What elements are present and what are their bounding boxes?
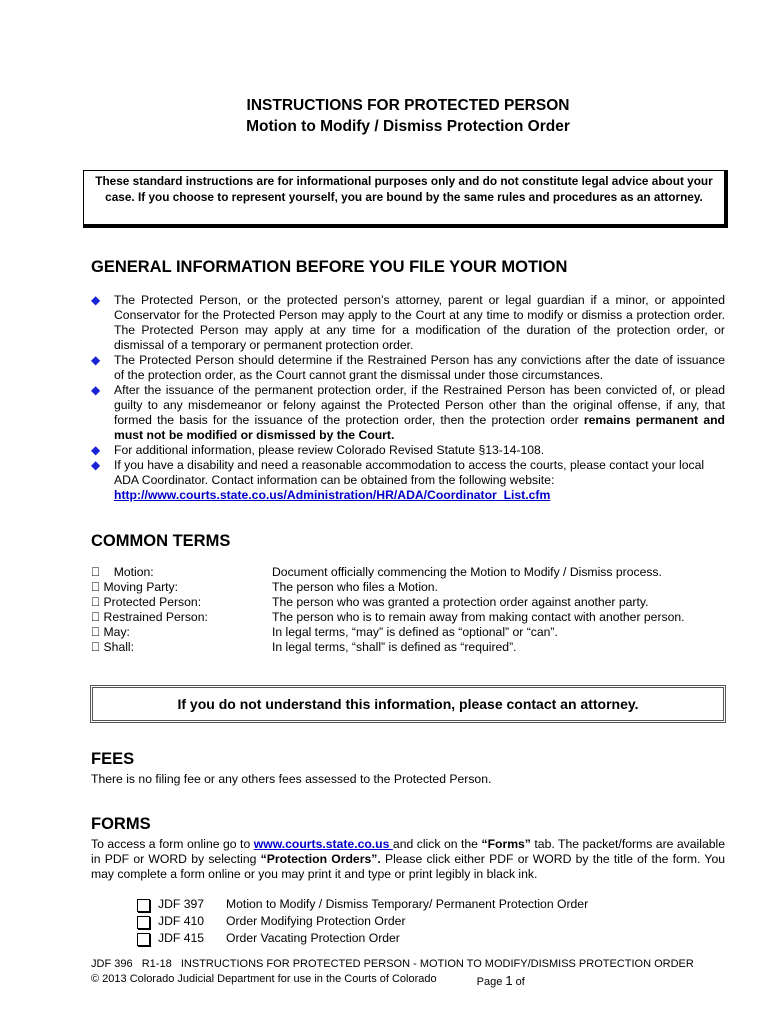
bullet-text [114, 458, 725, 503]
term-definition: The person who files a Motion. [272, 580, 438, 594]
term-name: Motion: [91, 565, 142, 579]
form-item [137, 897, 588, 914]
title-line-1: INSTRUCTIONS FOR PROTECTED PERSON [246, 97, 570, 114]
term-row [91, 625, 685, 640]
text: Please click either PDF or WORD by the title of the form. You may complete a form online or you may print it and type or print legibly in black ink. [91, 852, 725, 881]
footer [91, 958, 694, 986]
bullet-text-bold: remains permanent and must not be modified or dismissed by the Court. [114, 413, 725, 442]
protection-orders-label: “Protection Orders”. [260, 852, 381, 866]
bullet-text: For additional information, please review Colorado Revised Statute §13-14-108. [114, 443, 545, 457]
page-num: 1 [505, 973, 513, 988]
diamond-bullet-icon: ◆ [91, 383, 101, 397]
forms-text [91, 837, 725, 882]
forms-heading: FORMS [91, 815, 151, 833]
fees-text: There is no filing fee or any others fees assessed to the Protected Person. [91, 772, 492, 786]
text: To access a form online go to [91, 837, 254, 851]
bullet-text-part: After the issuance of the permanent protection order, if the Restrained Person has been convicted of, or plead guilty to any misdemeanor or felony against the Protected Person other than the original offense, if any, that formed the basis for the issuance of the protection order, then the protection order [114, 383, 725, 427]
disclaimer-box: These standard instructions are for informational purposes only and do not constitute legal advice about your case. If you choose to represent yourself, you are bound by the same rules and procedures as an attorney. [83, 170, 728, 228]
diamond-bullet-icon: ◆ [91, 443, 101, 457]
list-item [91, 443, 725, 458]
term-name: Restrained Person: [91, 610, 196, 624]
forms-list [137, 897, 588, 948]
form-item [137, 931, 588, 948]
term-row [91, 580, 685, 595]
general-list [91, 293, 725, 503]
term-definition: In legal terms, “may” is defined as “optional” or “can”. [272, 625, 558, 639]
diamond-bullet-icon: ◆ [91, 353, 101, 367]
form-code: JDF 397 [158, 897, 205, 911]
title-line-2: Motion to Modify / Dismiss Protection Order [246, 118, 570, 135]
form-item [137, 914, 588, 931]
footer-line-2 [91, 971, 694, 986]
document-title [0, 95, 770, 137]
term-label [91, 580, 272, 595]
page-number [476, 973, 525, 988]
forms-tab-label: “Forms” [481, 837, 531, 851]
courts-website-link[interactable]: www.courts.state.co.us [253, 837, 393, 851]
term-row [91, 595, 685, 610]
list-item [91, 383, 725, 443]
term-label [91, 565, 272, 580]
list-item [91, 353, 725, 383]
diamond-bullet-icon: ◆ [91, 293, 101, 307]
footer-line-1: JDF 396 R1-18 INSTRUCTIONS FOR PROTECTED PERSON - MOTION TO MODIFY/DISMISS PROTECTION ORDER [91, 958, 694, 970]
general-heading: GENERAL INFORMATION BEFORE YOU FILE YOUR MOTION [91, 258, 568, 276]
term-label [91, 610, 272, 625]
term-name: May: [91, 625, 118, 639]
bullet-text: The Protected Person should determine if the Restrained Person has any convictions after the date of issuance of the protection order, as the Court cannot grant the dismissal under those circumstances. [114, 353, 725, 382]
term-label [91, 595, 272, 610]
attorney-banner: If you do not understand this information, please contact an attorney. [90, 685, 726, 723]
fees-heading: FEES [91, 750, 135, 768]
term-definition: The person who was granted a protection order against another party. [272, 595, 649, 609]
terms-heading: COMMON TERMS [91, 532, 231, 550]
bullet-text: The Protected Person, or the protected person’s attorney, parent or legal guardian if a minor, or appointed Conservator for the Protected Person may apply to the Court at any time to modify or dismiss a protection order. The Protected Person may apply at any time for a modification of the duration of the protection order, or dismissal of a temporary or permanent protection order. [114, 293, 725, 352]
term-row [91, 565, 685, 580]
diamond-bullet-icon: ◆ [91, 458, 101, 472]
term-definition: Document officially commencing the Motion to Modify / Dismiss process. [272, 565, 662, 579]
checkbox-icon [137, 933, 150, 946]
page-of: of [512, 976, 525, 988]
bullet-text [114, 383, 725, 443]
term-definition: In legal terms, “shall” is defined as “required”. [272, 640, 517, 654]
term-name: Moving Party: [91, 580, 166, 594]
term-definition: The person who is to remain away from making contact with another person. [272, 610, 685, 624]
form-code: JDF 410 [158, 914, 205, 928]
form-name: Motion to Modify / Dismiss Temporary/ Permanent Protection Order [226, 897, 589, 911]
list-item [91, 293, 725, 353]
term-label [91, 625, 272, 640]
checkbox-icon [137, 899, 150, 912]
form-name: Order Vacating Protection Order [226, 931, 400, 945]
text: and click on the [392, 837, 482, 851]
term-name: Shall: [91, 640, 122, 654]
page-label: Page [476, 976, 506, 988]
form-code: JDF 415 [158, 931, 205, 945]
term-row [91, 610, 685, 625]
text: tab. The packet/forms are available in PDF or WORD by selecting [91, 837, 726, 866]
term-name: Protected Person: [91, 595, 189, 609]
bullet-text-part: If you have a disability and need a reasonable accommodation to access the courts, please contact your local ADA Coordinator. Contact information can be obtained from the following website: [114, 458, 705, 487]
list-item [91, 458, 725, 503]
copyright: © 2013 Colorado Judicial Department for use in the Courts of Colorado [91, 973, 437, 985]
terms-list [91, 565, 685, 655]
term-row [91, 640, 685, 655]
form-name: Order Modifying Protection Order [226, 914, 406, 928]
checkbox-icon [137, 916, 150, 929]
term-label [91, 640, 272, 655]
ada-coordinator-link[interactable]: http://www.courts.state.co.us/Administration/HR/ADA/Coordinator_List.cfm [114, 488, 551, 502]
